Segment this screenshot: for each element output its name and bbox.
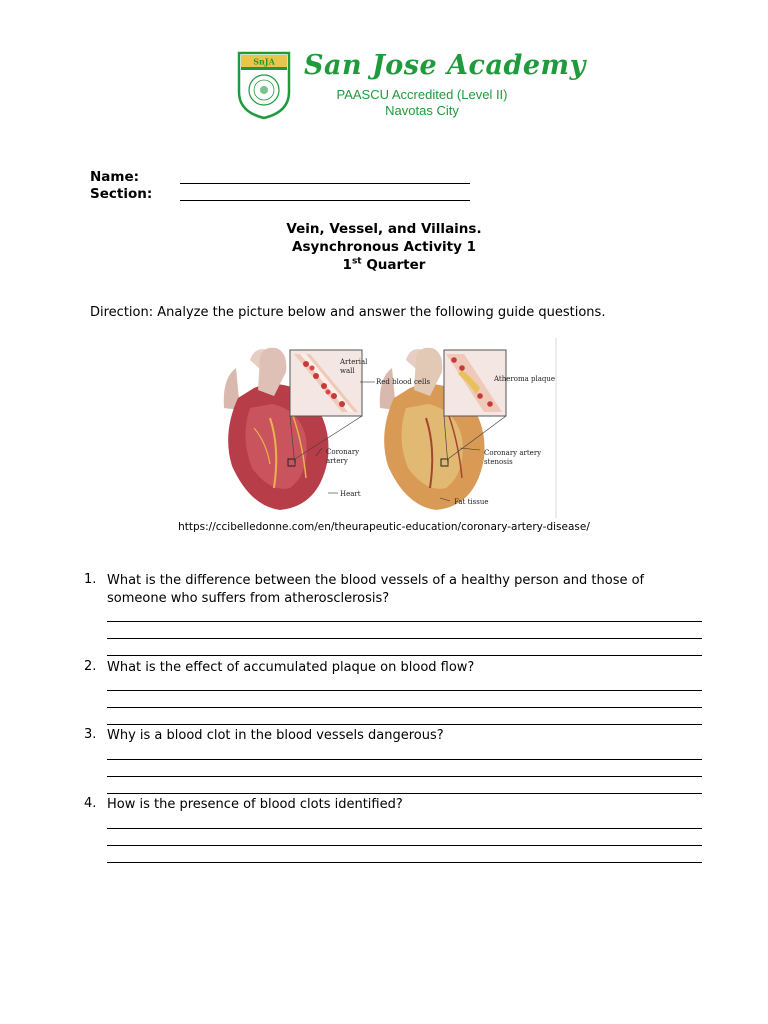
city-text: Navotas City [385,103,459,118]
label-coronary-artery-1: Coronary [326,448,360,456]
question-1-number: 1. [84,572,97,587]
question-1-text: What is the difference between the blood vessels of a healthy person and those of someone who suffers from atherosclerosis? [107,573,645,606]
accreditation-text: PAASCU Accredited (Level II) [336,87,508,102]
label-heart: Heart [340,490,361,498]
question-4-number: 4. [84,796,97,811]
label-arterial-wall-1: Arterial [340,358,368,366]
title-line-1: Vein, Vessel, and Villains. [286,221,482,237]
question-3-answer-line-2[interactable] [107,776,702,777]
diseased-vessel-inset [444,350,506,416]
quarter-suffix: st [351,256,362,267]
label-arterial-wall-2: wall [340,367,355,375]
label-fat-tissue: Fat tissue [454,498,489,506]
question-3-answer-line-3[interactable] [107,793,702,794]
activity-title [0,220,768,274]
question-4-text: How is the presence of blood clots identified? [107,797,403,812]
quarter-word: Quarter [361,257,426,273]
label-stenosis-2: stenosis [484,458,513,466]
title-line-2: Asynchronous Activity 1 [292,239,476,255]
label-stenosis-1: Coronary artery [484,449,542,457]
logo-text: SnJA [253,56,275,67]
question-2-text: What is the effect of accumulated plaque on blood flow? [107,660,475,675]
question-3-answer-line-1[interactable] [107,759,702,760]
question-1-answer-line-1[interactable] [107,621,702,622]
heart-artery-illustration [210,338,558,518]
name-label: Name: [90,169,140,185]
label-coronary-artery-2: artery [326,457,348,465]
section-label: Section: [90,186,153,202]
question-2-answer-line-3[interactable] [107,724,702,725]
label-red-blood-cells: Red blood cells [376,378,431,386]
question-1-answer-line-3[interactable] [107,655,702,656]
figure-caption-link[interactable]: https://ccibelledonne.com/en/theurapeutic-education/coronary-artery-disease/ [178,521,590,533]
question-3-text: Why is a blood clot in the blood vessels dangerous? [107,728,444,743]
question-4-answer-line-3[interactable] [107,862,702,863]
section-field[interactable] [180,186,470,201]
title-line-3 [0,256,768,274]
question-1-answer-line-2[interactable] [107,638,702,639]
question-3-number: 3. [84,727,97,742]
name-field[interactable] [180,169,470,184]
question-4-answer-line-2[interactable] [107,845,702,846]
direction-text: Direction: Analyze the picture below and answer the following guide questions. [90,305,606,320]
question-2-answer-line-1[interactable] [107,690,702,691]
school-logo [236,50,292,120]
quarter-number: 1 [342,257,352,273]
question-2-answer-line-2[interactable] [107,707,702,708]
school-name: San Jose Academy [304,50,586,81]
label-atheroma-plaque: Atheroma plaque [494,375,556,383]
accreditation-block [304,87,540,119]
question-2-number: 2. [84,659,97,674]
question-4-answer-line-1[interactable] [107,828,702,829]
